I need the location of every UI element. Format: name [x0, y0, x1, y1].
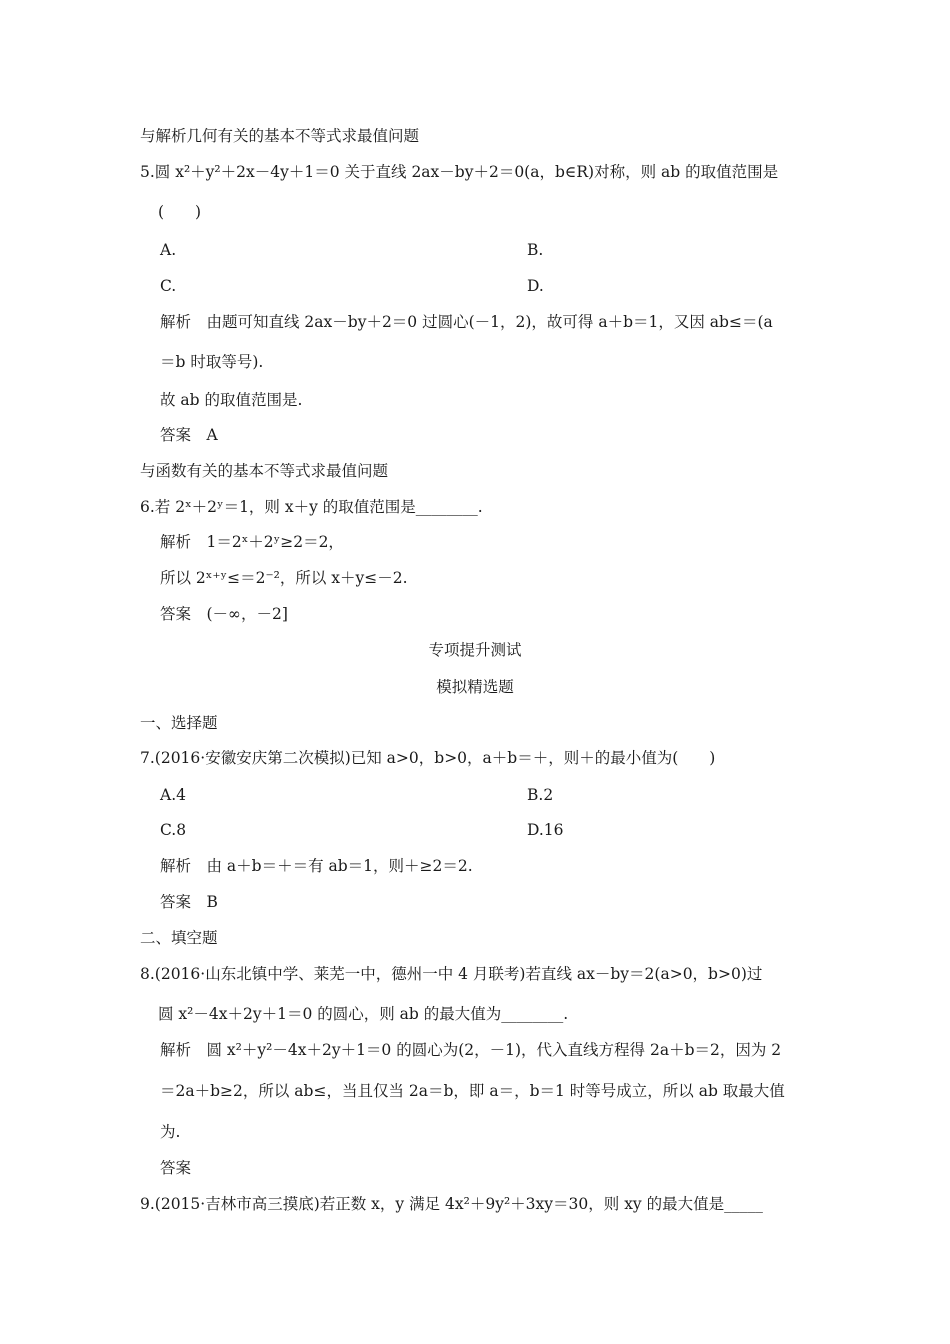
q8-answer: 答案 [160, 1159, 192, 1177]
q5-option-c: C. [160, 277, 177, 295]
q5-analysis-line1: 解析 由题可知直线 2ax－by＋2＝0 过圆心(－1，2)，故可得 a＋b＝1，又因 ab≤＝(a [160, 313, 773, 331]
question-9-stem: 9.(2015·吉林市高三摸底)若正数 x，y 满足 4x²＋9y²＋3xy＝30，则 xy 的最大值是_____ [140, 1195, 763, 1213]
q6-analysis-line1: 解析 1＝2ˣ＋2ʸ≥2＝2， [160, 533, 344, 551]
question-7-stem: 7.(2016·安徽安庆第二次模拟)已知 a>0，b>0，a＋b＝＋，则＋的最小值为( ) [140, 749, 716, 767]
q7-option-c: C.8 [160, 821, 187, 839]
q7-option-b: B.2 [527, 786, 554, 804]
q8-analysis-line3: 为. [160, 1123, 181, 1141]
q8-analysis-line1: 解析 圆 x²＋y²－4x＋2y＋1＝0 的圆心为(2，－1)，代入直线方程得 2a＋b＝2，因为 2 [160, 1041, 782, 1059]
q5-option-b: B. [527, 241, 544, 259]
fill-section-heading: 二、填空题 [140, 929, 218, 947]
q6-answer: 答案 (－∞，－2] [160, 605, 288, 623]
q6-analysis-line2: 所以 2ˣ⁺ʸ≤＝2⁻²，所以 x＋y≤－2. [160, 569, 408, 587]
choice-section-heading: 一、选择题 [140, 714, 218, 732]
q5-answer: 答案 A [160, 426, 218, 444]
question-5-stem: 5.圆 x²＋y²＋2x－4y＋1＝0 关于直线 2ax－by＋2＝0(a，b∈R)对称，则 ab 的取值范围是 [140, 163, 779, 181]
question-8-stem-line1: 8.(2016·山东北镇中学、莱芜一中，德州一中 4 月联考)若直线 ax－by＝2(a>0，b>0)过 [140, 965, 763, 983]
question-5-paren: ( ) [158, 203, 202, 221]
q5-analysis-line2: ＝b 时取等号). [160, 353, 264, 371]
topic-heading: 与解析几何有关的基本不等式求最值问题 [140, 127, 420, 145]
q7-option-d: D.16 [527, 821, 564, 839]
question-8-stem-line2: 圆 x²－4x＋2y＋1＝0 的圆心，则 ab 的最大值为________. [158, 1005, 569, 1023]
q7-option-a: A.4 [160, 786, 186, 804]
topic-heading-2: 与函数有关的基本不等式求最值问题 [140, 462, 389, 480]
q5-analysis-line3: 故 ab 的取值范围是. [160, 391, 303, 409]
q8-analysis-line2: ＝2a＋b≥2，所以 ab≤，当且仅当 2a＝b，即 a＝，b＝1 时等号成立，所以 ab 取最大值 [160, 1082, 785, 1100]
q7-answer: 答案 B [160, 893, 218, 911]
q5-option-d: D. [527, 277, 544, 295]
section-title: 专项提升测试 [428, 641, 522, 659]
q5-option-a: A. [160, 241, 177, 259]
section-subtitle: 模拟精选题 [436, 678, 514, 696]
question-6-stem: 6.若 2ˣ＋2ʸ＝1，则 x＋y 的取值范围是________. [140, 498, 483, 516]
q7-analysis: 解析 由 a＋b＝＋＝有 ab＝1，则＋≥2＝2. [160, 857, 473, 875]
